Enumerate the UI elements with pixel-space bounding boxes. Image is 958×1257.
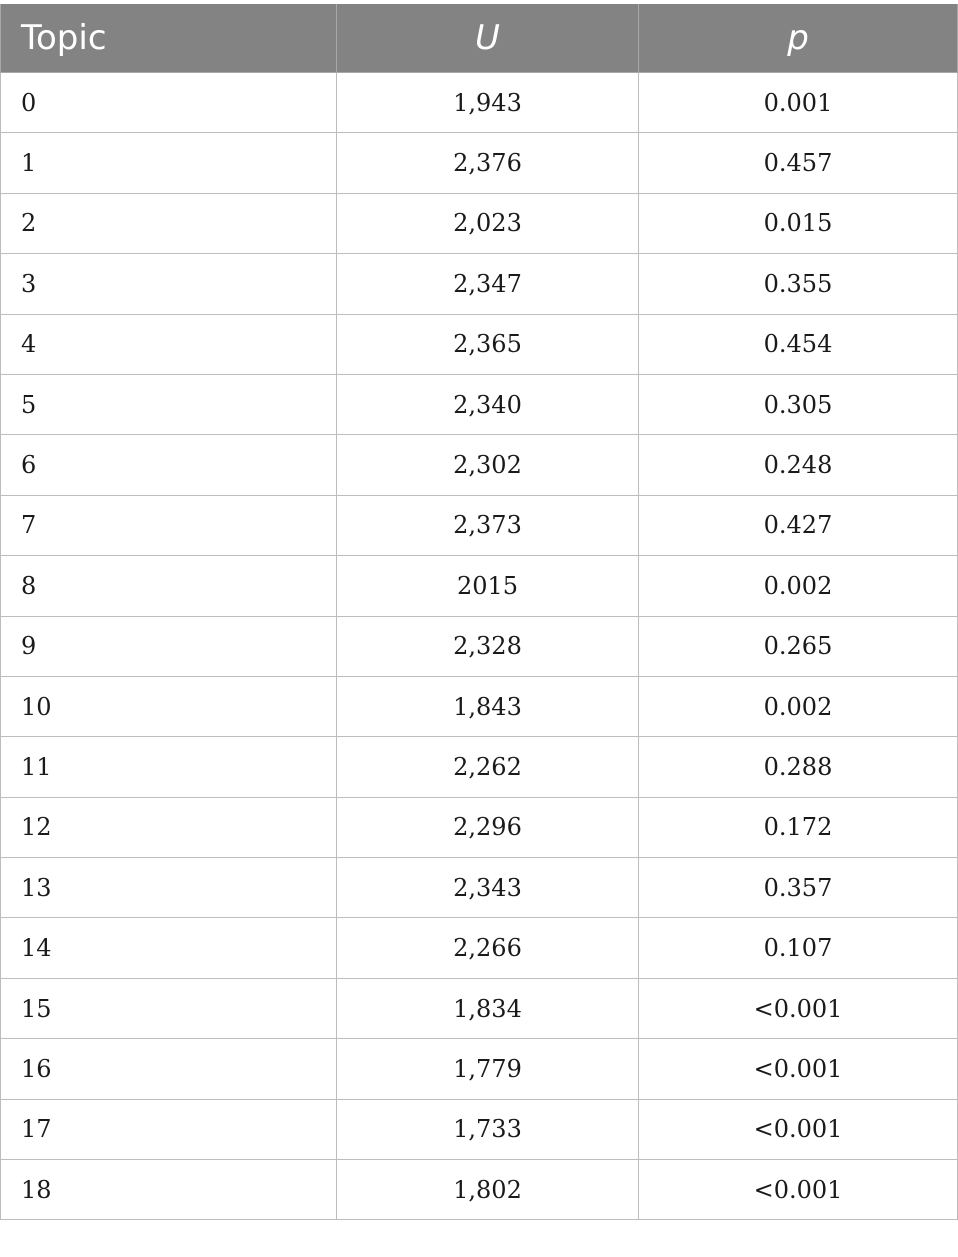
topic-cell: 9 — [1, 616, 337, 676]
u-cell: 2,302 — [337, 435, 639, 495]
u-cell: 2,328 — [337, 616, 639, 676]
u-cell: 2,343 — [337, 858, 639, 918]
topic-cell: 10 — [1, 676, 337, 736]
u-cell: 1,843 — [337, 676, 639, 736]
topic-cell: 6 — [1, 435, 337, 495]
header-row — [1, 4, 958, 73]
p-cell: <0.001 — [639, 1160, 958, 1220]
topic-cell: 15 — [1, 978, 337, 1038]
p-cell: 0.305 — [639, 374, 958, 434]
p-cell: 0.107 — [639, 918, 958, 978]
u-cell: 2,365 — [337, 314, 639, 374]
table-row — [1, 435, 958, 495]
p-cell: 0.001 — [639, 73, 958, 133]
topic-cell: 1 — [1, 133, 337, 193]
topic-cell: 7 — [1, 495, 337, 555]
p-cell: 0.427 — [639, 495, 958, 555]
p-cell: 0.357 — [639, 858, 958, 918]
u-cell: 2,262 — [337, 737, 639, 797]
topic-cell: 16 — [1, 1039, 337, 1099]
p-cell: 0.454 — [639, 314, 958, 374]
topic-cell: 14 — [1, 918, 337, 978]
table-row — [1, 556, 958, 616]
topic-cell: 11 — [1, 737, 337, 797]
p-cell: 0.172 — [639, 797, 958, 857]
topic-cell: 13 — [1, 858, 337, 918]
u-cell: 2,296 — [337, 797, 639, 857]
u-cell: 1,733 — [337, 1099, 639, 1159]
table-header — [1, 4, 958, 73]
topic-cell: 8 — [1, 556, 337, 616]
table-row — [1, 737, 958, 797]
table-row — [1, 314, 958, 374]
u-cell: 1,943 — [337, 73, 639, 133]
topic-cell: 3 — [1, 254, 337, 314]
u-cell: 1,779 — [337, 1039, 639, 1099]
table-row — [1, 616, 958, 676]
u-cell: 2,376 — [337, 133, 639, 193]
table-row — [1, 858, 958, 918]
u-cell: 2,347 — [337, 254, 639, 314]
p-cell: <0.001 — [639, 1099, 958, 1159]
p-cell: <0.001 — [639, 1039, 958, 1099]
topic-cell: 2 — [1, 193, 337, 253]
table-body — [1, 73, 958, 1220]
table-row — [1, 918, 958, 978]
p-cell: 0.002 — [639, 556, 958, 616]
u-cell: 1,802 — [337, 1160, 639, 1220]
header-topic: Topic — [1, 4, 337, 73]
header-p: p — [639, 4, 958, 73]
u-cell: 2,373 — [337, 495, 639, 555]
table-row — [1, 374, 958, 434]
table-row — [1, 73, 958, 133]
p-cell: 0.002 — [639, 676, 958, 736]
u-cell: 2,340 — [337, 374, 639, 434]
u-cell: 1,834 — [337, 978, 639, 1038]
p-cell: 0.265 — [639, 616, 958, 676]
table-row — [1, 1039, 958, 1099]
table-row — [1, 1160, 958, 1220]
results-table — [0, 4, 958, 1220]
p-cell: 0.355 — [639, 254, 958, 314]
p-cell: 0.015 — [639, 193, 958, 253]
table-row — [1, 133, 958, 193]
table-row — [1, 676, 958, 736]
p-cell: <0.001 — [639, 978, 958, 1038]
u-cell: 2015 — [337, 556, 639, 616]
topic-cell: 12 — [1, 797, 337, 857]
u-cell: 2,266 — [337, 918, 639, 978]
p-cell: 0.457 — [639, 133, 958, 193]
p-cell: 0.248 — [639, 435, 958, 495]
topic-cell: 0 — [1, 73, 337, 133]
header-u: U — [337, 4, 639, 73]
table-row — [1, 495, 958, 555]
results-table-container — [0, 4, 957, 1220]
topic-cell: 17 — [1, 1099, 337, 1159]
table-row — [1, 978, 958, 1038]
table-row — [1, 797, 958, 857]
table-row — [1, 193, 958, 253]
table-row — [1, 1099, 958, 1159]
topic-cell: 18 — [1, 1160, 337, 1220]
topic-cell: 4 — [1, 314, 337, 374]
table-row — [1, 254, 958, 314]
topic-cell: 5 — [1, 374, 337, 434]
p-cell: 0.288 — [639, 737, 958, 797]
u-cell: 2,023 — [337, 193, 639, 253]
